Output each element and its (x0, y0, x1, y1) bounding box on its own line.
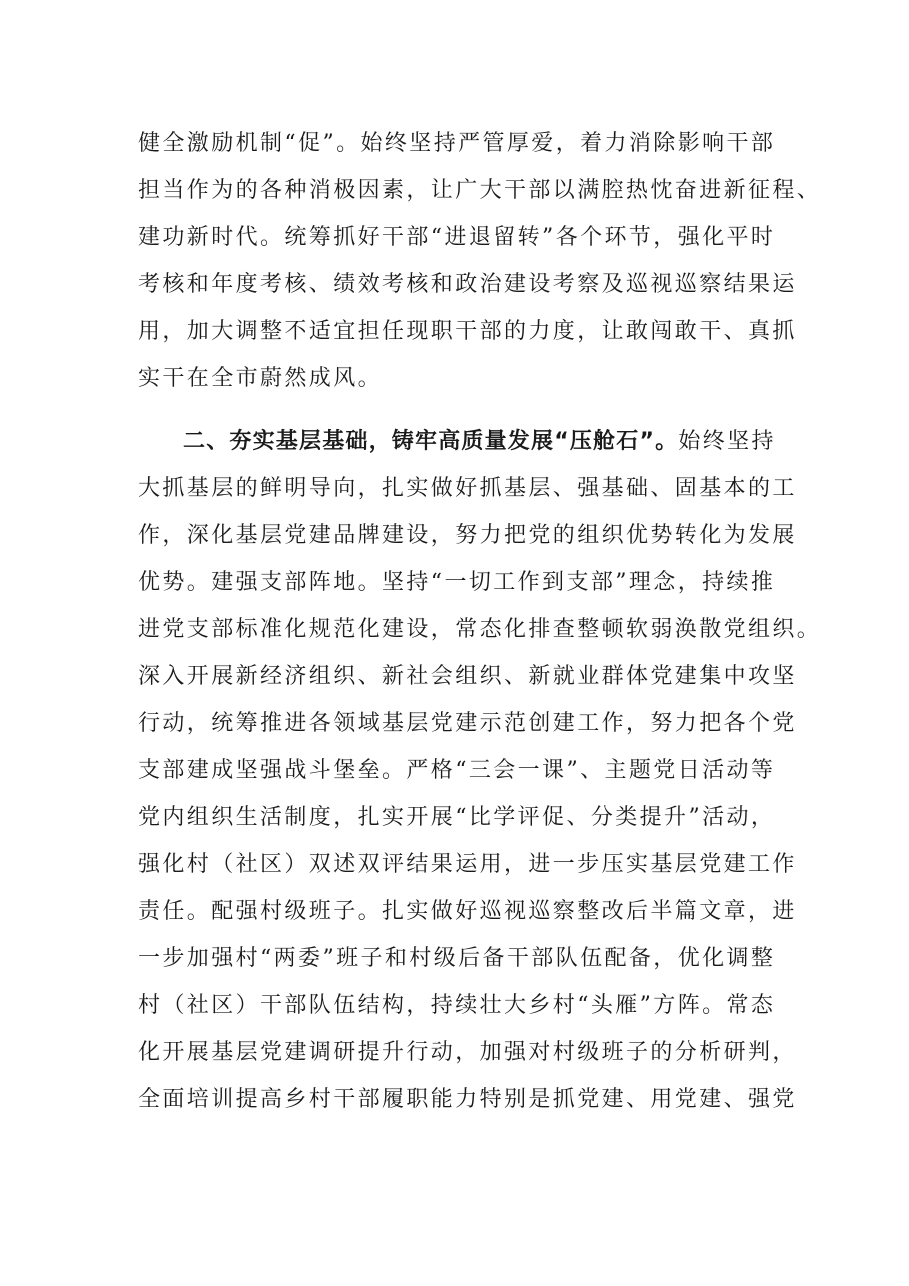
paragraph2-line-3: 优势。建强支部阵地。坚持“一切工作到支部”理念，持续推 (138, 570, 776, 595)
paragraph2-line-14: 全面培训提高乡村干部履职能力特别是抓党建、用党建、强党 (138, 1087, 797, 1112)
paragraph2-line-4: 进党支部标准化规范化建设，常态化排查整顿软弱涣散党组织。 (138, 617, 822, 642)
paragraph2-line-1: 大抓基层的鲜明导向，扎实做好抓基层、强基础、固基本的工 (138, 476, 797, 501)
paragraph2-line-9: 强化村（社区）双述双评结果运用，进一步压实基层党建工作 (138, 852, 797, 877)
paragraph2-line-7: 支部建成坚强战斗堡垒。严格“三会一课”、主题党日活动等 (138, 758, 776, 783)
paragraph2-line-8: 党内组织生活制度，扎实开展“比学评促、分类提升”活动， (138, 805, 776, 830)
paragraph1-line-6: 实干在全市蔚然成风。 (138, 366, 383, 391)
paragraph2-line-13: 化开展基层党建调研提升行动，加强对村级班子的分析研判， (138, 1040, 797, 1065)
paragraph1-line-1: 健全激励机制“促”。始终坚持严管厚爱，着力消除影响干部 (138, 131, 776, 156)
paragraph1-line-5: 用，加大调整不适宜担任现职干部的力度，让敢闯敢干、真抓 (138, 319, 797, 344)
paragraph1-line-2: 担当作为的各种消极因素，让广大干部以满腔热忱奋进新征程、 (138, 178, 822, 203)
paragraph2-line-6: 行动，统筹推进各领域基层党建示范创建工作，努力把各个党 (138, 711, 797, 736)
paragraph2-line-10: 责任。配强村级班子。扎实做好巡视巡察整改后半篇文章，进 (138, 899, 797, 924)
section-heading-continuation: 始终坚持 (678, 429, 776, 454)
paragraph2-line-5: 深入开展新经济组织、新社会组织、新就业群体党建集中攻坚 (138, 664, 797, 689)
paragraph2-first-line (183, 427, 776, 457)
section-heading: 二、夯实基层基础，铸牢高质量发展“压舱石”。 (183, 429, 679, 454)
paragraph2-line-2: 作，深化基层党建品牌建设，努力把党的组织优势转化为发展 (138, 523, 797, 548)
paragraph2-line-12: 村（社区）干部队伍结构，持续壮大乡村“头雁”方阵。常态 (138, 993, 776, 1018)
paragraph1-line-3: 建功新时代。统筹抓好干部“进退留转”各个环节，强化平时 (138, 225, 776, 250)
paragraph1-line-4: 考核和年度考核、绩效考核和政治建设考察及巡视巡察结果运 (138, 272, 797, 297)
paragraph2-line-11: 一步加强村“两委”班子和村级后备干部队伍配备，优化调整 (138, 946, 776, 971)
